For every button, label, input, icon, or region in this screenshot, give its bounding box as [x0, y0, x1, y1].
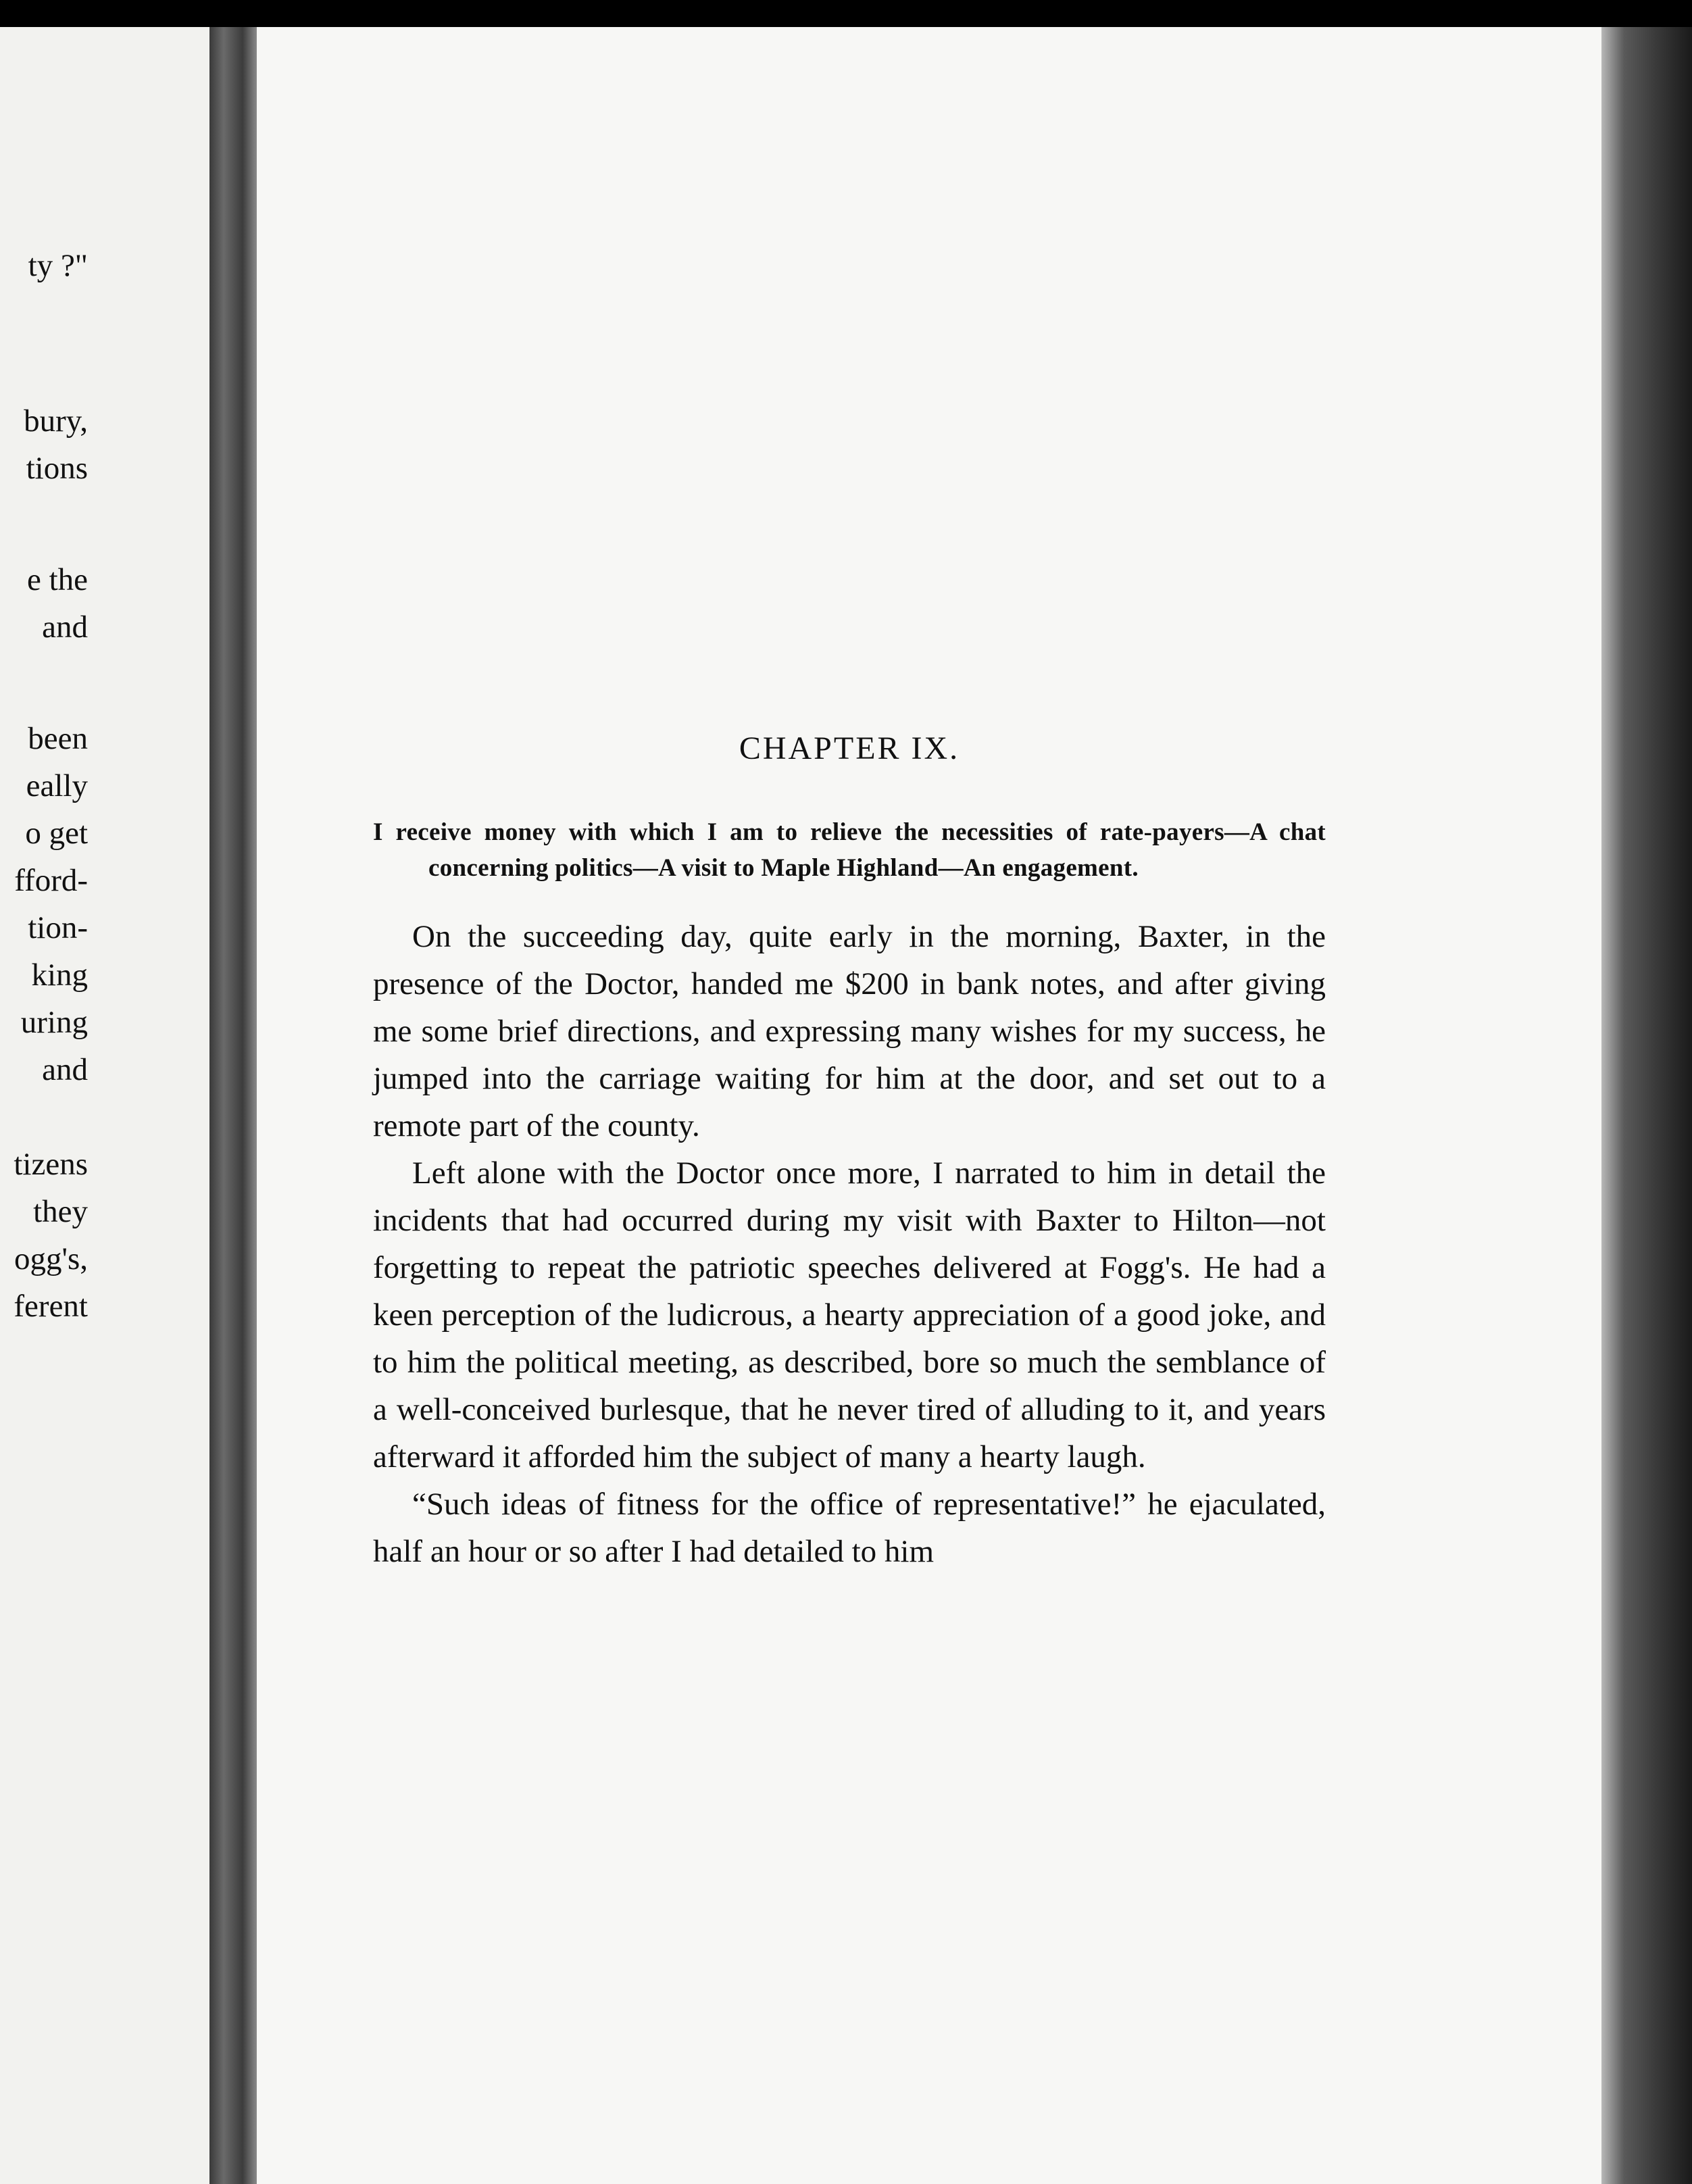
chapter-title: CHAPTER IX. — [739, 730, 960, 766]
left-page-fragment: tion- — [28, 910, 88, 945]
page-edge — [1601, 27, 1692, 2184]
left-page-fragment: ty ?" — [28, 248, 88, 283]
chapter-summary: I receive money with which I am to relieve the necessities of rate-payers—A chat concerning politics—A visit to Maple Highland—An engagement. — [373, 818, 1326, 882]
left-page-fragment: and — [42, 610, 88, 645]
left-page — [0, 27, 209, 2184]
left-page-fragment: tions — [26, 451, 88, 486]
left-page-fragment: fford- — [14, 863, 88, 898]
left-page-fragment: they — [33, 1194, 88, 1229]
left-page-fragment: tizens — [14, 1147, 88, 1182]
paragraph: “Such ideas of fitness for the office of representative!” he ejaculated, half an hour or so after I had detailed to him — [373, 1487, 1326, 1569]
paragraph: Left alone with the Doctor once more, I narrated to him in detail the incidents that had occurred during my visit with Baxter to Hilton—not forgetting to repeat the patriotic speeches delivered at Fogg's. He had a keen perception of the ludicrous, a hearty appreciation of a good joke, and to him the political meeting, as described, bore so much the semblance of a well-conceived burlesque, that he never tired of alluding to it, and years afterward it afforded him the subject of many a hearty laugh. — [373, 1156, 1326, 1474]
left-page-fragment: and — [42, 1052, 88, 1087]
left-page-fragment: ferent — [14, 1289, 88, 1324]
chapter-body — [373, 730, 1326, 1575]
left-page-fragment: king — [31, 958, 88, 993]
left-page-fragment: bury, — [24, 403, 88, 439]
left-page-fragment: uring — [20, 1005, 88, 1040]
left-page-fragment: e the — [26, 562, 88, 597]
left-page-fragment: o get — [25, 816, 88, 851]
book-gutter — [209, 27, 257, 2184]
left-page-fragment: been — [28, 721, 88, 756]
left-page-fragment: ogg's, — [14, 1241, 88, 1276]
paragraph: On the succeeding day, quite early in the morning, Baxter, in the presence of the Doctor, handed me $200 in bank notes, and after giving me some brief directions, and expressing many wishes for my success, he jumped into the carriage waiting for him at the door, and set out to a remote part of the county. — [373, 919, 1326, 1143]
left-page-fragment: eally — [26, 768, 88, 803]
